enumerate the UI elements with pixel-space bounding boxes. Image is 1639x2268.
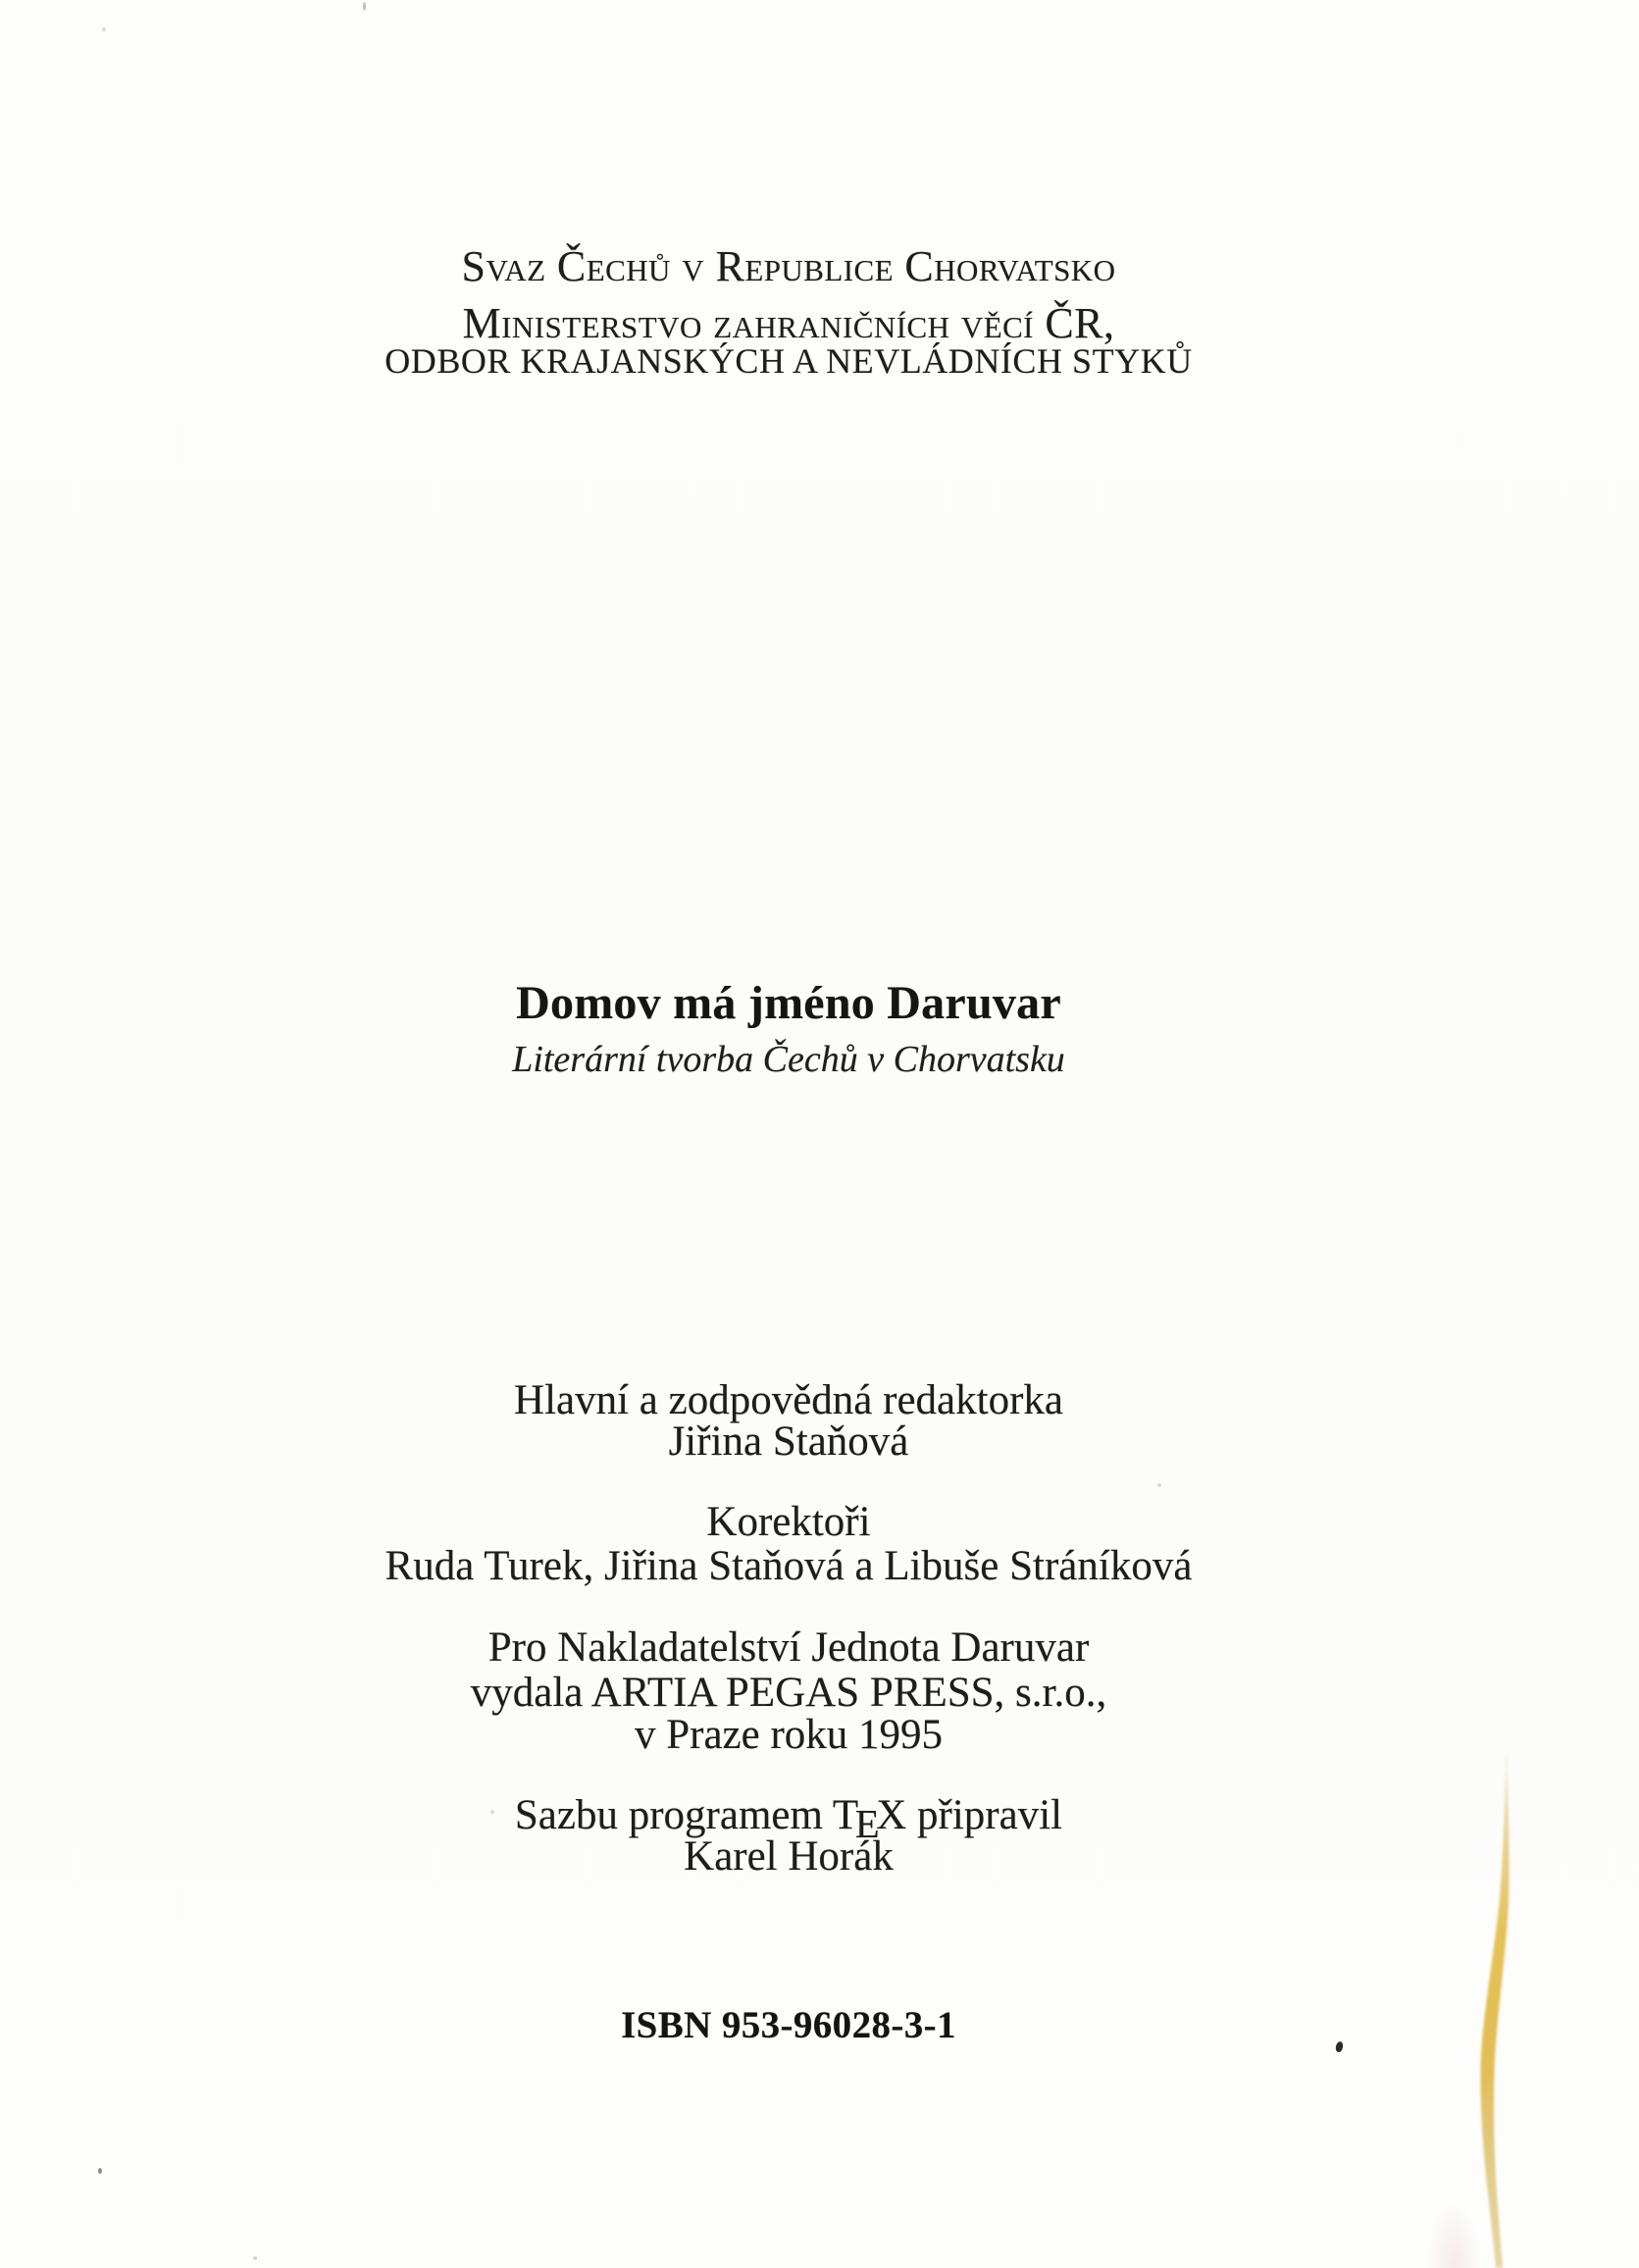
proofreaders-role-line: Korektoři <box>706 1499 871 1545</box>
publisher-credit-line-1: Pro Nakladatelství Jednota Daruvar <box>487 1624 1090 1671</box>
ink-speck-artifact <box>1335 2041 1343 2053</box>
dust-speck <box>253 2256 257 2260</box>
editor-role-line: Hlavní a zodpovědná redaktorka <box>514 1377 1063 1423</box>
typesetting-suffix: připravil <box>917 1792 1063 1838</box>
publisher-header-line-3: ODBOR KRAJANSKÝCH A NEVLÁDNÍCH STYKŮ <box>384 341 1193 381</box>
publisher-header-line-1: Svaz Čechů v Republice Chorvatsko <box>461 242 1116 290</box>
dust-speck <box>102 27 106 31</box>
dust-speck <box>1157 1483 1161 1487</box>
book-subtitle: Literární tvorba Čechů v Chorvatsku <box>512 1039 1065 1080</box>
tex-logo <box>832 1792 907 1846</box>
publisher-credit-line-2: vydala ARTIA PEGAS PRESS, s.r.o., <box>470 1670 1107 1716</box>
typesetting-prefix: Sazbu programem <box>514 1792 823 1838</box>
dust-speck <box>363 2 366 11</box>
tex-logo-x: X <box>876 1792 907 1838</box>
dust-speck <box>98 2168 102 2174</box>
tex-logo-e: E <box>854 1801 880 1846</box>
editor-name-line: Jiřina Staňová <box>668 1418 909 1465</box>
typesetter-name-line: Karel Horák <box>684 1833 894 1880</box>
publisher-header-line-2: Ministerstvo zahraničních věcí ČR, <box>462 299 1115 347</box>
dust-speck <box>490 1810 494 1814</box>
scan-streak-artifact <box>1466 1756 1535 2268</box>
publisher-credit-line-3: v Praze roku 1995 <box>634 1712 944 1758</box>
book-title: Domov má jméno Daruvar <box>516 977 1061 1029</box>
tex-logo-t: T <box>832 1792 859 1838</box>
isbn-line: ISBN 953-96028-3-1 <box>621 2004 956 2046</box>
proofreaders-names-line: Ruda Turek, Jiřina Staňová a Libuše Stráníková <box>384 1543 1193 1589</box>
